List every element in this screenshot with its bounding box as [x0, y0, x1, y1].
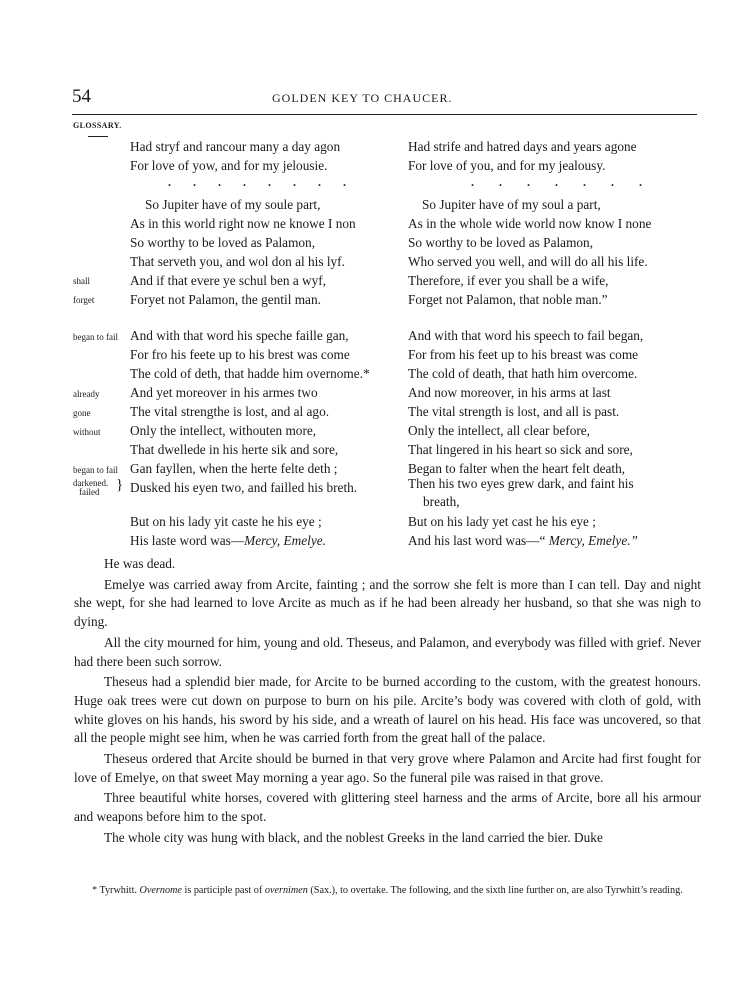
verse-line-original: The vital strengthe is lost, and al ago.	[130, 404, 330, 419]
prose-body	[74, 555, 701, 848]
verse-line-modern: So worthy to be loved as Palamon,	[408, 235, 594, 250]
paragraph: All the city mourned for him, young and old. Theseus, and Palamon, and everybody was filled with grief. Never had there been such sorrow.	[74, 634, 701, 669]
page-number: 54	[72, 86, 91, 107]
gloss-note: began to fail	[73, 465, 118, 475]
verse-line-original: And with that word his speche faille gan,	[130, 328, 349, 343]
page-header	[72, 86, 672, 110]
verse-line-modern: Began to falter when the heart felt death,	[408, 461, 626, 476]
verse-text: His laste word was—	[130, 533, 245, 548]
footnote-text-part: (Sax.), to overtake. The following, and the sixth line further on, are also Tyrwhitt’s reading.	[307, 885, 683, 896]
verse-line-modern: Forget not Palamon, that noble man.”	[408, 292, 608, 307]
verse-line-modern: breath,	[423, 494, 460, 509]
verse-line-modern: The cold of death, that hath him overcome.	[408, 366, 638, 381]
paragraph: Theseus ordered that Arcite should be burned in that very grove where Palamon and Arcite had first fought for love of Emelye, on that sweet May morning a year ago. So the funeral pile was raised in that grove.	[74, 751, 701, 785]
verse-line-modern: Had strife and hatred days and years agone	[408, 139, 637, 154]
paragraph: The whole city was hung with black, and the noblest Greeks in the land carried the bier. Duke	[104, 829, 603, 845]
verse-line-original: The cold of deth, that hadde him overnome.*	[130, 366, 370, 381]
verse-line-modern: And now moreover, in his arms at last	[408, 385, 611, 400]
verse-line-original: But on his lady yit caste he his eye ;	[130, 514, 322, 529]
verse-line-original: As in this world right now ne knowe I non	[130, 216, 356, 231]
footnote	[74, 885, 694, 898]
gloss-note: already	[73, 389, 100, 399]
gloss-note: darkened.	[73, 478, 109, 488]
verse-line-modern: For love of you, and for my jealousy.	[408, 158, 606, 173]
gloss-note: forget	[73, 295, 95, 305]
gloss-note: shall	[73, 276, 90, 286]
gloss-note: failed	[79, 487, 100, 497]
verse-line-original: Gan fayllen, when the herte felte deth ;	[130, 461, 338, 476]
verse-line-original: And if that evere ye schul ben a wyf,	[130, 273, 327, 288]
header-rule	[72, 114, 697, 115]
paragraph: Emelye was carried away from Arcite, fainting ; and the sorrow she felt is more than I can tell. Day and night she wept, for she had learned to love Arcite as much as if he had been already her husband, so that she was nigh to dying.	[74, 576, 701, 630]
verse-line-original: So Jupiter have of my soule part,	[145, 197, 321, 212]
paragraph: He was dead.	[104, 556, 176, 571]
verse-line-original: Foryet not Palamon, the gentil man.	[130, 292, 321, 307]
verse-emphasis: Mercy, Emelye.	[244, 533, 326, 548]
verse-line-original: Dusked his eyen two, and failled his breth.	[130, 480, 358, 495]
paragraph: Three beautiful white horses, covered with glittering steel harness and the arms of Arcite, bore all his armour and weapons before him to the spot.	[74, 790, 701, 825]
footnote-marker: * Tyrwhitt.	[92, 885, 137, 896]
verse-line-modern	[408, 532, 638, 549]
verse-emphasis: Mercy, Emelye.”	[548, 533, 638, 548]
verse-line-original: For fro his feete up to his brest was come	[130, 347, 350, 362]
gloss-note: without	[73, 427, 101, 437]
verse-line-modern: The vital strength is lost, and all is past.	[408, 404, 620, 419]
verse-line-modern: As in the whole wide world now know I none	[408, 216, 652, 231]
verse-line-original: Had stryf and rancour many a day agon	[130, 139, 341, 154]
footnote-term: Overnome	[139, 885, 182, 896]
verse-line-original: That serveth you, and wol don al his lyf.	[130, 254, 345, 269]
footnote-text-part: is participle past of	[181, 885, 265, 896]
verse-line-modern: And with that word his speech to fail began,	[408, 328, 644, 343]
ellipsis-original: . . . . . . . .	[168, 175, 346, 189]
glossary-label: GLOSSARY.	[73, 121, 122, 130]
verse-text: And his last word was—“	[408, 533, 549, 548]
verse-line-original: That dwellede in his herte sik and sore,	[130, 442, 339, 457]
footnote-term: overnimen	[264, 885, 308, 896]
verse-line-modern: For from his feet up to his breast was come	[408, 347, 639, 362]
verse-line-original: Only the intellect, withouten more,	[130, 423, 317, 438]
verse-line-modern: Then his two eyes grew dark, and faint his	[408, 476, 634, 491]
verse-line-original	[130, 532, 326, 549]
verse-line-original: So worthy to be loved as Palamon,	[130, 235, 316, 250]
verse-line-modern: So Jupiter have of my soul a part,	[422, 197, 601, 212]
glossary-underline	[88, 136, 108, 137]
running-title: GOLDEN KEY TO CHAUCER.	[272, 91, 453, 105]
gloss-note: began to fail	[73, 332, 118, 342]
verse-line-original: And yet moreover in his armes two	[130, 385, 318, 400]
gloss-note: gone	[73, 408, 91, 418]
ellipsis-modern: . . . . . . .	[471, 175, 642, 189]
verse-line-modern: But on his lady yet cast he his eye ;	[408, 514, 596, 529]
verse-line-modern: Therefore, if ever you shall be a wife,	[408, 273, 609, 288]
verse-line-modern: Only the intellect, all clear before,	[408, 423, 591, 438]
footnote-text	[74, 885, 694, 898]
paragraph: Theseus had a splendid bier made, for Arcite to be burned according to the custom, with the greatest honours. Huge oak trees were cut down on purpose to burn on his pile. Arcite’s body was covered with cloth of gold, with white gloves on his hands, his sword by his side, and a wreath of laurel on his head. His face was uncovered, so that all the people might see him, when he was carried forth from the great hall of the palace.	[74, 674, 701, 746]
verse-line-modern: That lingered in his heart so sick and sore,	[408, 442, 633, 457]
verse-line-modern: Who served you well, and will do all his life.	[408, 254, 648, 269]
verse-line-original: For love of yow, and for my jelousie.	[130, 158, 328, 173]
gloss-bracket: }	[116, 477, 124, 493]
